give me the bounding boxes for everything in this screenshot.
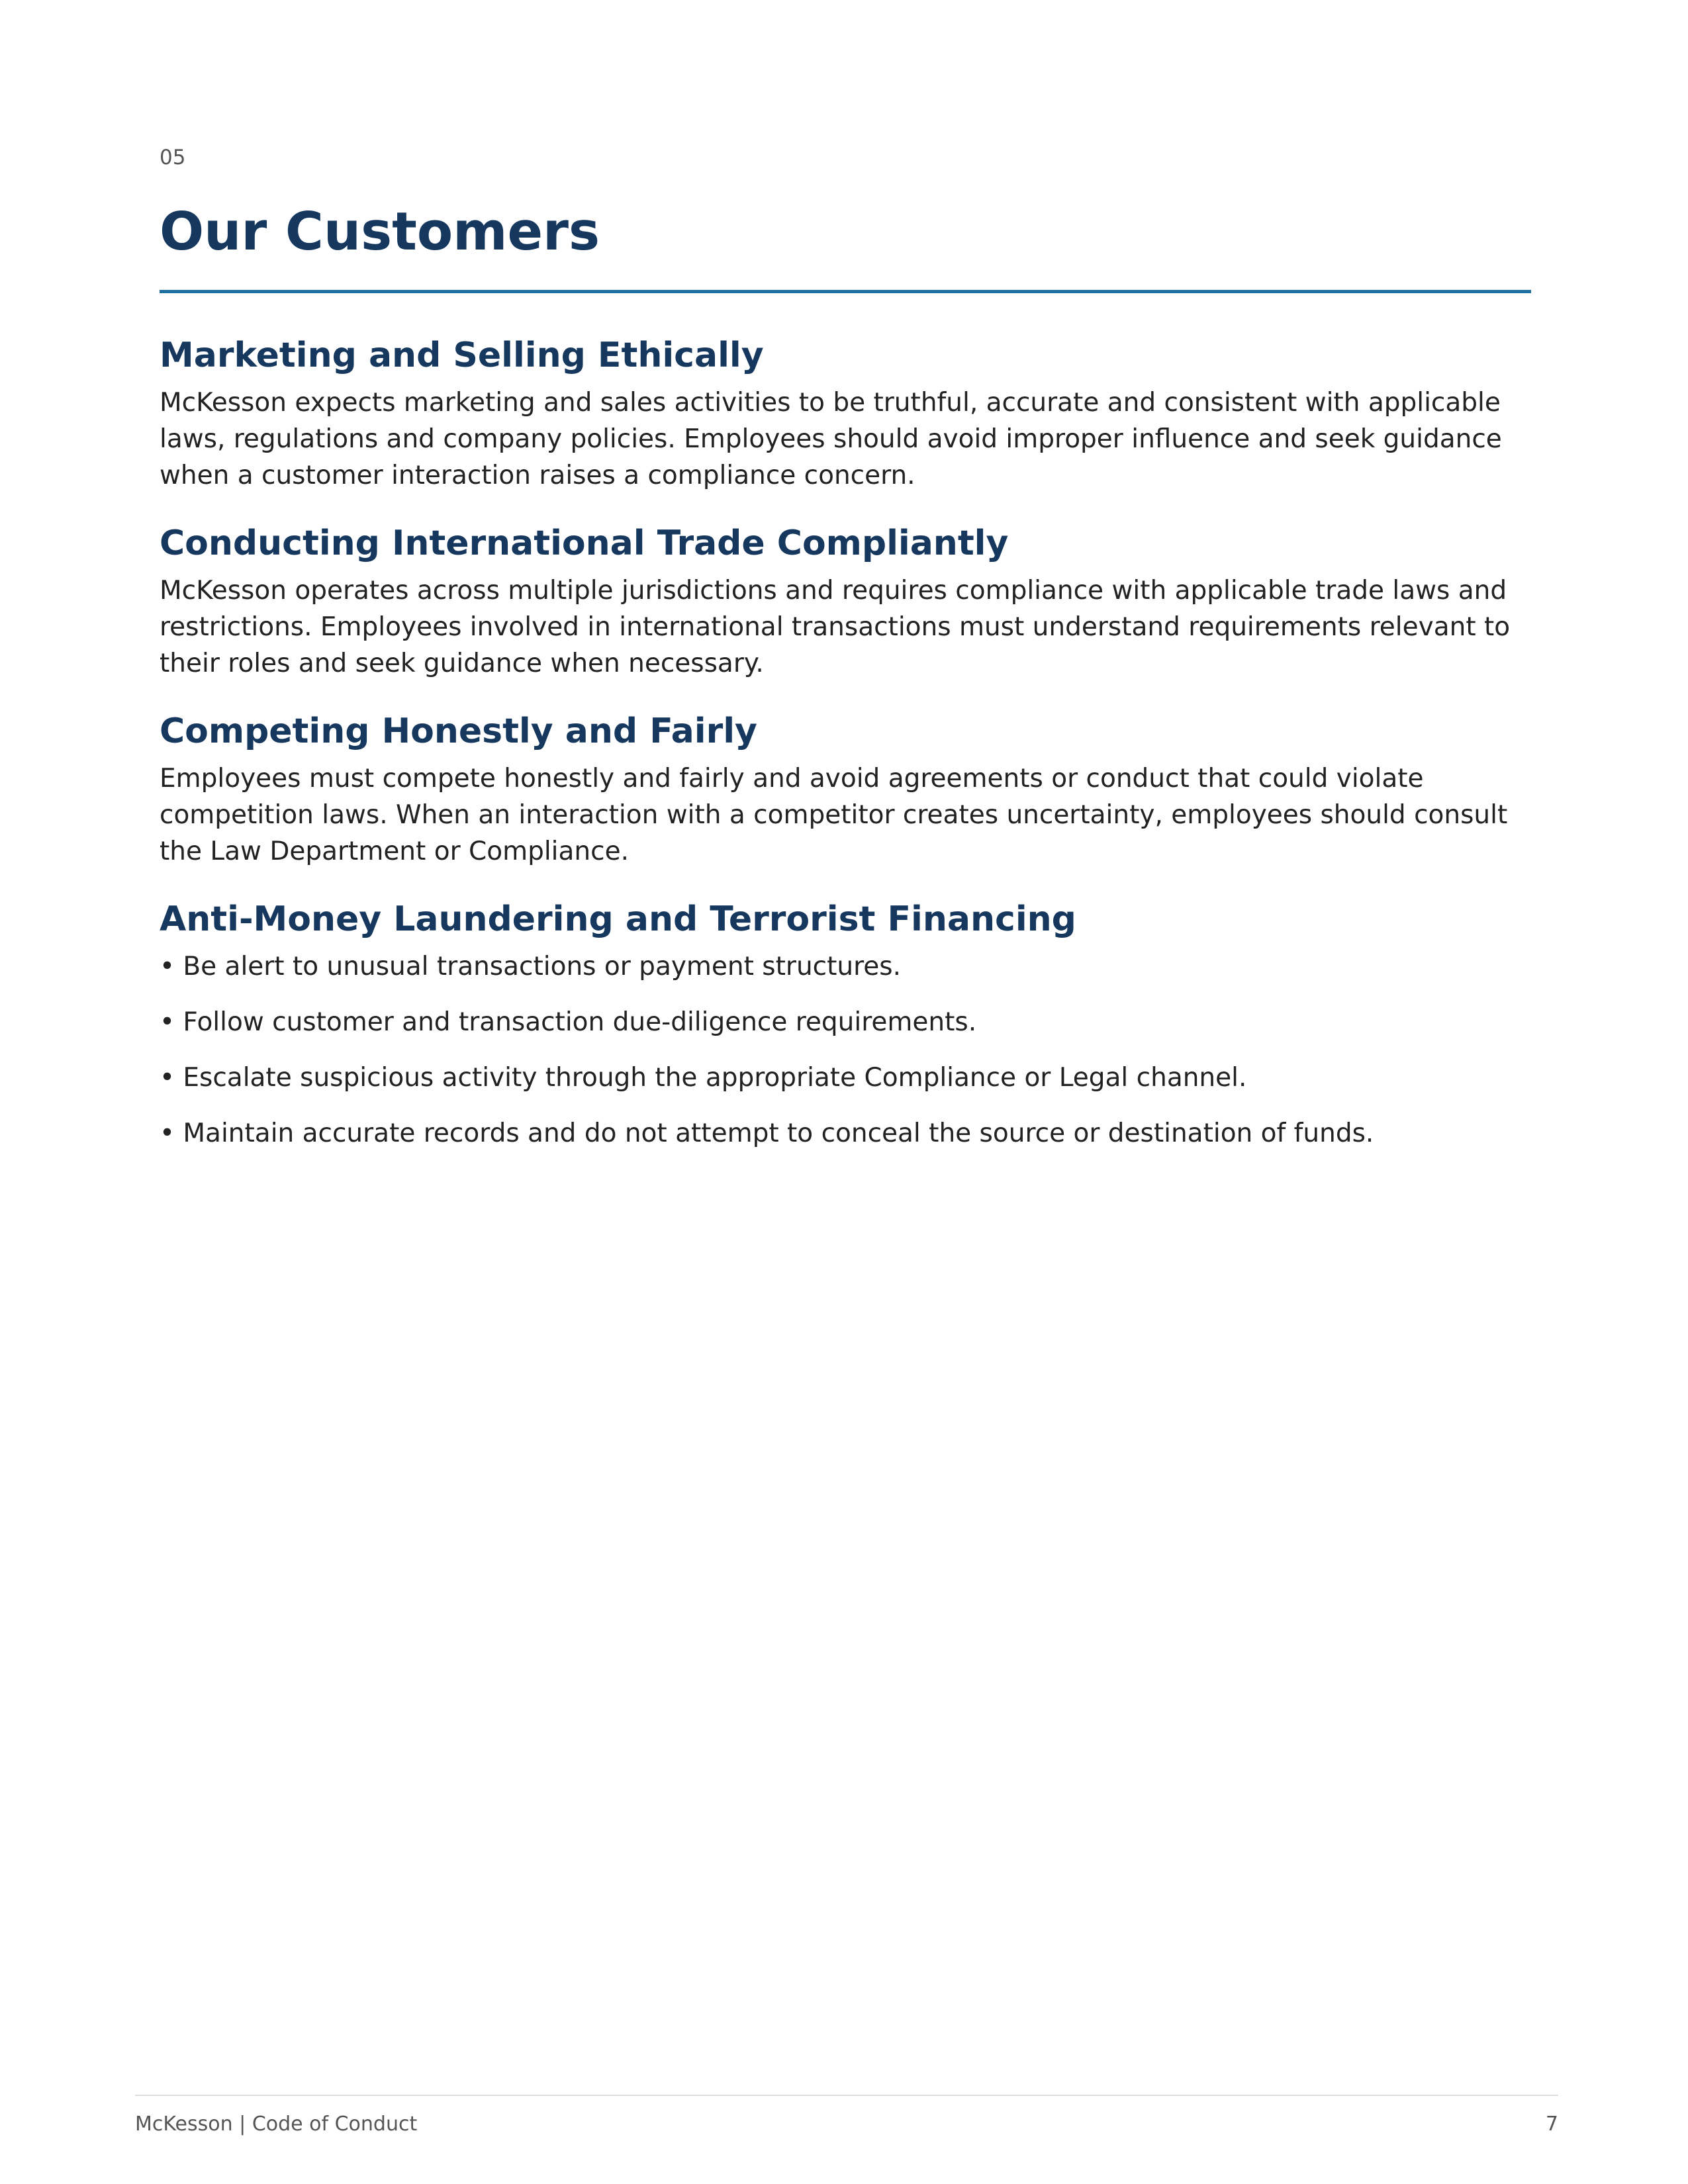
- page-title: Our Customers: [160, 201, 600, 262]
- section-body: McKesson operates across multiple jurisdictions and requires compliance with applicable trade laws and restrictions. Employees involved in international transactions must understand requirements relevant to their roles and seek guidance when necessary.: [160, 576, 1511, 678]
- section-heading: Competing Honestly and Fairly: [160, 711, 757, 751]
- page-content: [160, 144, 1530, 1171]
- section-competing: [160, 710, 1530, 870]
- section-heading: Anti-Money Laundering and Terrorist Financing: [160, 899, 1076, 939]
- bullet-item: • Maintain accurate records and do not attempt to conceal the source or destination of funds.: [160, 1118, 1374, 1148]
- section-number: 05: [160, 146, 186, 169]
- footer-document-title: McKesson | Code of Conduct: [135, 2113, 418, 2136]
- section-body: McKesson expects marketing and sales activities to be truthful, accurate and consistent with applicable laws, regulations and company policies. Employees should avoid improper influence and seek guidance when a customer interaction raises a compliance concern.: [160, 388, 1502, 490]
- footer-divider: [135, 2095, 1558, 2096]
- title-divider: [160, 290, 1531, 293]
- footer-page-number: 7: [1545, 2113, 1558, 2136]
- section-anti-money-laundering: [160, 898, 1530, 1152]
- section-marketing: [160, 334, 1530, 494]
- bullet-list: [160, 948, 1530, 1152]
- bullet-item: • Follow customer and transaction due-diligence requirements.: [160, 1007, 977, 1037]
- section-heading: Conducting International Trade Compliantly: [160, 523, 1009, 563]
- section-heading: Marketing and Selling Ethically: [160, 336, 764, 375]
- bullet-item: • Escalate suspicious activity through the appropriate Compliance or Legal channel.: [160, 1063, 1247, 1093]
- bullet-item: • Be alert to unusual transactions or payment structures.: [160, 952, 902, 981]
- section-body: Employees must compete honestly and fairly and avoid agreements or conduct that could violate competition laws. When an interaction with a competitor creates uncertainty, employees should consult the Law Department or Compliance.: [160, 764, 1508, 866]
- section-international-trade: [160, 522, 1530, 682]
